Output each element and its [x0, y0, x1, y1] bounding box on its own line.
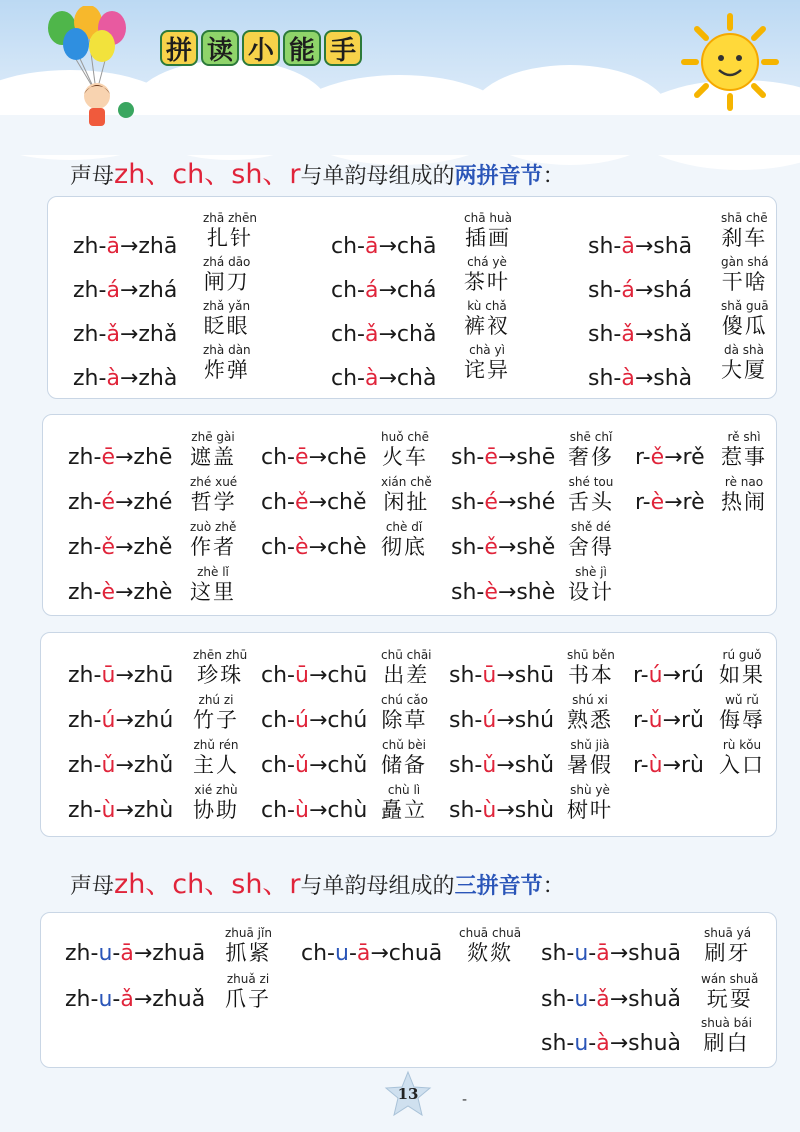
example-word: zuò zhě 作者 [190, 520, 237, 559]
syllable-formula: r-ú→rú [633, 663, 704, 688]
example-word: shǔ jià 暑假 [567, 738, 613, 777]
example-word: rè nao 热闹 [721, 475, 767, 514]
syllable-formula: sh-è→shè [451, 580, 556, 605]
sun-icon [680, 12, 780, 112]
example-word: zhá dāo 闸刀 [203, 255, 251, 294]
syllable-formula: sh-u-ā→shuā [541, 941, 681, 966]
example-word: dà shà 大厦 [721, 343, 767, 382]
syllable-formula: r-è→rè [635, 490, 705, 515]
example-word: shù yè 树叶 [567, 783, 613, 822]
heading-prefix: 声母 [70, 164, 115, 189]
heading-prefix: 声母 [70, 874, 115, 899]
syllable-formula: ch-ù→chù [261, 798, 368, 823]
example-word: kù chǎ 裤衩 [464, 299, 510, 338]
syllable-formula: zh-ū→zhū [68, 663, 174, 688]
syllable-formula: ch-ǔ→chǔ [261, 753, 368, 778]
title-char: 拼 [160, 30, 198, 66]
title-char: 读 [201, 30, 239, 66]
heading-middle: 与单韵母组成的 [300, 874, 455, 899]
example-word: zhé xué 哲学 [190, 475, 238, 514]
example-word: zhǔ rén 主人 [193, 738, 239, 777]
syllable-formula: sh-ā→shā [588, 234, 693, 259]
syllable-formula: zh-á→zhá [73, 278, 178, 303]
syllable-formula: zh-ǔ→zhǔ [68, 753, 174, 778]
example-word: huǒ chē 火车 [381, 430, 429, 469]
example-word: chū chāi 出差 [381, 648, 432, 687]
syllable-formula: sh-à→shà [588, 366, 693, 391]
section-heading-three-spell [70, 862, 565, 901]
example-word: zhuā jǐn 抓紧 [225, 926, 272, 965]
syllable-formula: ch-ě→chě [261, 490, 367, 515]
example-word: wǔ rǔ 侮辱 [719, 693, 765, 732]
syllable-formula: sh-ù→shù [449, 798, 555, 823]
heading-emphasis: 两拼音节 [454, 164, 543, 189]
syllable-formula: ch-u-ā→chuā [301, 941, 443, 966]
syllable-formula: r-ě→rě [635, 445, 705, 470]
example-word: zhè lǐ 这里 [190, 565, 236, 604]
example-word: shú xi 熟悉 [567, 693, 613, 732]
example-word: shè jì 设计 [568, 565, 614, 604]
example-word: zhà dàn 炸弹 [203, 343, 251, 382]
example-word: zhēn zhū 珍珠 [193, 648, 248, 687]
title-char: 手 [324, 30, 362, 66]
title-char: 小 [242, 30, 280, 66]
syllable-formula: ch-ú→chú [261, 708, 368, 733]
syllable-formula: sh-ē→shē [451, 445, 556, 470]
example-word: chè dǐ 彻底 [381, 520, 427, 559]
example-word: shū běn 书本 [567, 648, 615, 687]
example-word: shuā yá 刷牙 [704, 926, 752, 965]
syllable-formula: zh-ù→zhù [68, 798, 174, 823]
heading-middle: 与单韵母组成的 [300, 164, 455, 189]
syllable-formula: sh-u-ǎ→shuǎ [541, 987, 681, 1012]
example-word: xián chě 闲扯 [381, 475, 432, 514]
heading-initials: zh、ch、sh、r [114, 159, 301, 190]
syllable-formula: zh-é→zhé [68, 490, 173, 515]
example-word: rě shì 惹事 [721, 430, 767, 469]
example-word: chuā chuā 欻欻 [459, 926, 522, 965]
heading-colon: ： [542, 164, 565, 189]
example-word: rù kǒu 入口 [719, 738, 765, 777]
example-word: zhú zi 竹子 [193, 693, 239, 732]
syllable-formula: ch-è→chè [261, 535, 367, 560]
footer-dash: - [462, 1092, 468, 1108]
example-word: zhā zhēn 扎针 [203, 211, 257, 250]
example-word: shé tou 舌头 [568, 475, 614, 514]
syllable-formula: sh-ǔ→shǔ [449, 753, 555, 778]
syllable-formula: r-ǔ→rǔ [633, 708, 704, 733]
example-word: xié zhù 协助 [193, 783, 239, 822]
banner-title [160, 30, 362, 66]
example-word: chà yì 诧异 [464, 343, 510, 382]
section-heading-two-spell [70, 152, 565, 191]
example-word: zhē gài 遮盖 [190, 430, 236, 469]
syllable-box-a [47, 196, 777, 399]
syllable-formula: sh-á→shá [588, 278, 693, 303]
example-word: shě dé 舍得 [568, 520, 614, 559]
heading-colon: ： [542, 874, 565, 899]
syllable-formula: zh-ā→zhā [73, 234, 178, 259]
page-number: 13 [397, 1085, 419, 1103]
syllable-box-d [40, 912, 777, 1068]
syllable-box-b [42, 414, 777, 616]
syllable-formula: ch-ē→chē [261, 445, 367, 470]
syllable-formula: sh-ú→shú [449, 708, 555, 733]
syllable-formula: zh-ú→zhú [68, 708, 174, 733]
syllable-formula: ch-ū→chū [261, 663, 368, 688]
syllable-formula: zh-ě→zhě [68, 535, 173, 560]
syllable-formula: ch-á→chá [331, 278, 437, 303]
example-word: zhuǎ zi 爪子 [225, 972, 271, 1011]
syllable-formula: sh-u-à→shuà [541, 1031, 681, 1056]
syllable-formula: sh-ū→shū [449, 663, 555, 688]
syllable-formula: zh-à→zhà [73, 366, 178, 391]
example-word: zhǎ yǎn 眨眼 [203, 299, 251, 338]
syllable-formula: sh-ǎ→shǎ [588, 322, 693, 347]
syllable-box-c [40, 632, 777, 837]
example-word: chá yè 茶叶 [464, 255, 510, 294]
example-word: gàn shá 干啥 [721, 255, 769, 294]
example-word: shuà bái 刷白 [701, 1016, 752, 1055]
balloon-girl-icon [40, 6, 150, 136]
heading-emphasis: 三拼音节 [454, 874, 543, 899]
syllable-formula: ch-ā→chā [331, 234, 437, 259]
example-word: chù lì 矗立 [381, 783, 427, 822]
syllable-formula: zh-u-ā→zhuā [65, 941, 206, 966]
syllable-formula: r-ù→rù [633, 753, 704, 778]
heading-initials: zh、ch、sh、r [114, 869, 301, 900]
example-word: wán shuǎ 玩耍 [701, 972, 759, 1011]
example-word: rú guǒ 如果 [719, 648, 765, 687]
syllable-formula: zh-ǎ→zhǎ [73, 322, 178, 347]
example-word: shǎ guā 傻瓜 [721, 299, 769, 338]
syllable-formula: sh-é→shé [451, 490, 556, 515]
example-word: chú cǎo 除草 [381, 693, 428, 732]
example-word: shā chē 刹车 [721, 211, 768, 250]
syllable-formula: sh-ě→shě [451, 535, 556, 560]
title-char: 能 [283, 30, 321, 66]
syllable-formula: ch-ǎ→chǎ [331, 322, 437, 347]
example-word: chǔ bèi 储备 [381, 738, 427, 777]
syllable-formula: zh-u-ǎ→zhuǎ [65, 987, 206, 1012]
example-word: shē chǐ 奢侈 [568, 430, 614, 469]
syllable-formula: zh-è→zhè [68, 580, 173, 605]
example-word: chā huà 插画 [464, 211, 512, 250]
syllable-formula: ch-à→chà [331, 366, 437, 391]
syllable-formula: zh-ē→zhē [68, 445, 173, 470]
